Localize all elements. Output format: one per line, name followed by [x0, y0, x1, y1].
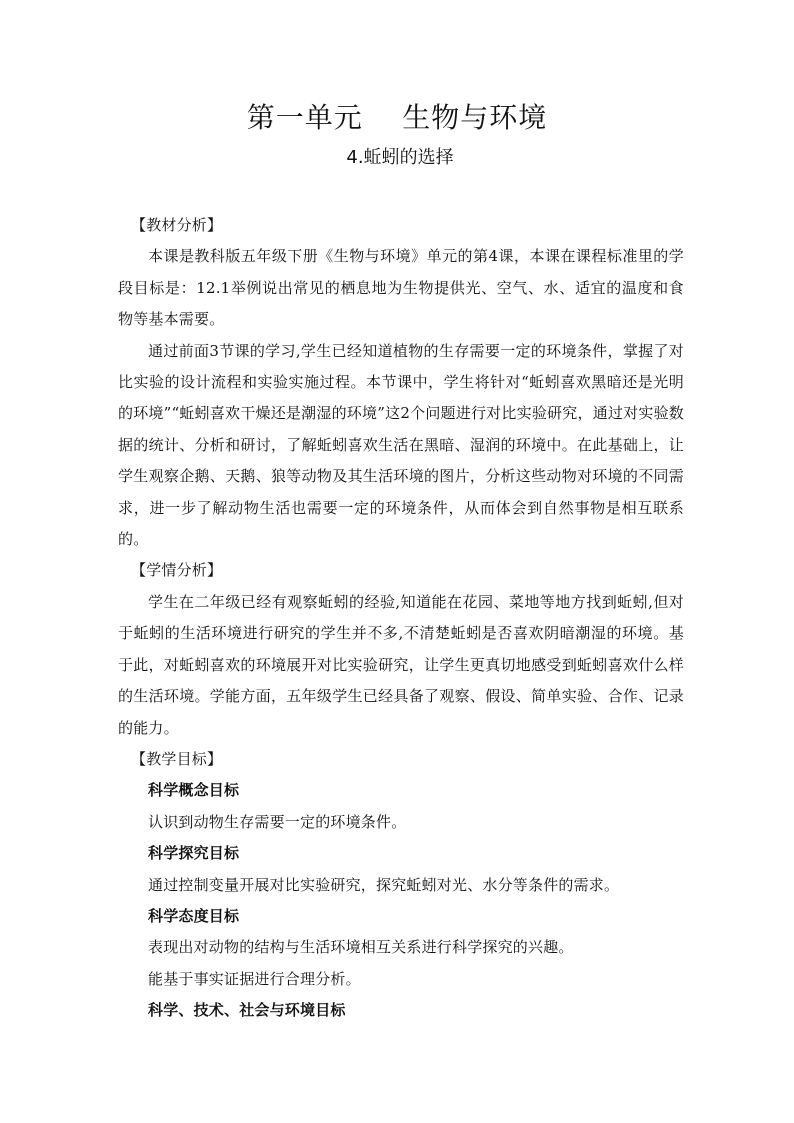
attitude-goal-title: 科学态度目标 [148, 906, 240, 925]
inquiry-goal-text: 通过控制变量开展对比实验研究，探究蚯蚓对光、水分等条件的需求。 [148, 875, 620, 894]
material-paragraph-2: 通过前面3节课的学习,学生已经知道植物的生存需要一定的环境条件，掌握了对比实验的设计流程和实验实施过程。本节课中，学生将针对“蚯蚓喜欢黑暗还是光明的环境”“蚯蚓喜欢干燥还是潮湿的环境”这2个问题进行对比实验研究，通过对实验数据的统计、分析和研讨，了解蚯蚓喜欢生活在黑暗、湿润的环境中。在此基础上，让学生观察企鹅、天鹅、狼等动物及其生活环境的图片，分析这些动物对环境的不同需求，进一步了解动物生活也需要一定的环境条件，从而体会到自然事物是相互联系的。 [118, 341, 684, 549]
student-analysis-paragraph: 学生在二年级已经有观察蚯蚓的经验,知道能在花园、菜地等地方找到蚯蚓,但对于蚯蚓的生活环境进行研究的学生并不多,不清楚蚯蚓是否喜欢阴暗潮湿的环境。基于此，对蚯蚓喜欢的环境展开对比实验研究，让学生更真切地感受到蚯蚓喜欢什么样的生活环境。学能方面，五年级学生已经具备了观察、假设、简单实验、合作、记录的能力。 [118, 592, 684, 737]
lesson-title: 4.蚯蚓的选择 [346, 147, 454, 168]
material-paragraph-1: 本课是教科版五年级下册《生物与环境》单元的第4课，本课在课程标准里的学段目标是：12.1举例说出常见的栖息地为生物提供光、空气、水、适宜的温度和食物等基本需要。 [118, 247, 684, 329]
material-analysis-heading: 【教材分析】 [131, 216, 223, 234]
inquiry-goal-title: 科学探究目标 [148, 844, 240, 863]
attitude-goal-text-2: 能基于事实证据进行合理分析。 [148, 969, 361, 988]
document-body [118, 210, 684, 1027]
unit-title: 第一单元 生物与环境 [246, 101, 548, 134]
teaching-goals-heading: 【教学目标】 [131, 749, 223, 768]
attitude-goal-text-1: 表现出对动物的结构与生活环境相互关系进行科学探究的兴趣。 [148, 938, 574, 957]
concept-goal-title: 科学概念目标 [148, 781, 240, 800]
stse-goal-title: 科学、技术、社会与环境目标 [148, 1001, 346, 1020]
student-analysis-heading: 【学情分析】 [131, 561, 223, 580]
concept-goal-text: 认识到动物生存需要一定的环境条件。 [148, 812, 407, 831]
